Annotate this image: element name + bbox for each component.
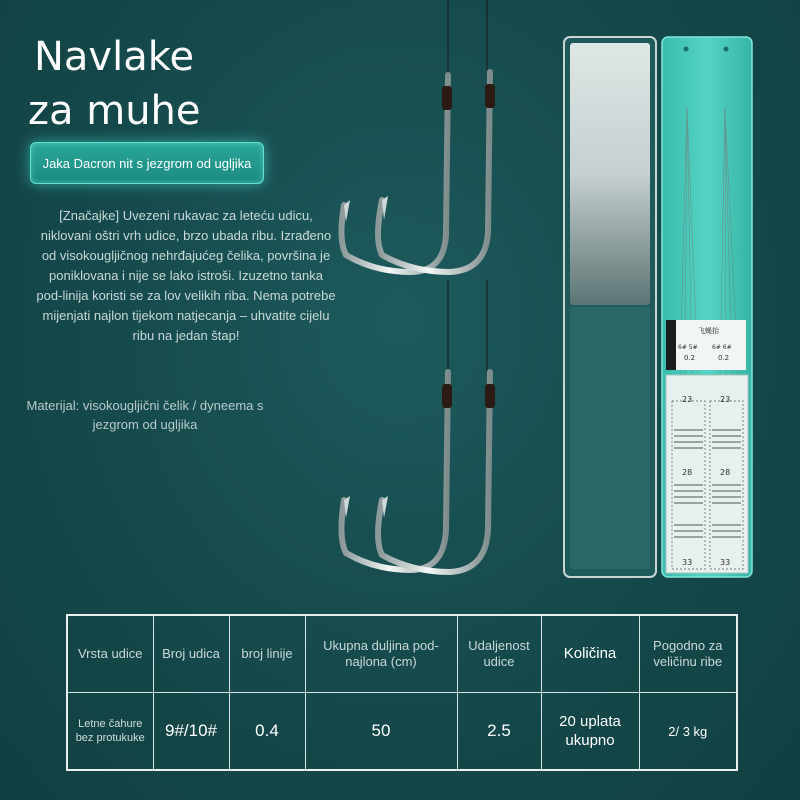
value-hook-type: Letne čahure bez protukuke (67, 693, 153, 771)
tackle-box-image (560, 35, 755, 580)
header-hook-number: Broj udica (153, 615, 229, 693)
value-total-length: 50 (305, 693, 457, 771)
header-total-length: Ukupna duljina pod-najlona (cm) (305, 615, 457, 693)
feature-badge: Jaka Dacron nit s jezgrom od ugljika (30, 142, 264, 184)
header-fish-size: Pogodno za veličinu ribe (639, 615, 737, 693)
product-description: [Značajke] Uvezeni rukavac za leteću udicu, niklovani oštri vrh udice, brzo ubada ribu. Izrađeno od visokougljičnog nehrđajućeg čelika, površina je poniklovana i nije se lako istroši. Izuzetno tanka pod-linija koristi se za lov velikih riba. Nema potrebe mijenjati najlon tijekom natjecanja – uhvatite cijelu ribu na jedan štap! (36, 208, 336, 343)
header-hook-type: Vrsta udice (67, 615, 153, 693)
title-line-2: za muhe (28, 88, 201, 134)
box-tag-size-right: 0.2 (718, 354, 730, 362)
title-line-1: Navlake (34, 34, 195, 80)
box-tag-left: 6# 5# (678, 344, 698, 351)
box-tag-right: 6# 6# (712, 344, 732, 351)
material-text: Materijal: visokougljični čelik / dyneema s jezgrom od ugljika (26, 398, 264, 432)
value-hook-distance: 2.5 (457, 693, 541, 771)
value-fish-size: 2/ 3 kg (639, 693, 737, 771)
box-label-tag: 飞蝇抬 (698, 327, 719, 335)
value-line-number: 0.4 (229, 693, 305, 771)
slot-number: 23 (682, 395, 693, 404)
value-hook-number: 9#/10# (153, 693, 229, 771)
page-title (28, 30, 248, 138)
spec-table (66, 614, 738, 771)
hook-icon-bottom-left (341, 280, 452, 570)
hook-icon-bottom-right (378, 280, 495, 572)
slot-number: 28 (682, 468, 693, 477)
box-tag-size-left: 0.2 (684, 354, 696, 362)
slot-number: 28 (720, 468, 731, 477)
hook-icon-top-left (341, 0, 452, 272)
table-row (67, 693, 737, 771)
header-hook-distance: Udaljenost udice (457, 615, 541, 693)
slot-number: 23 (720, 395, 731, 404)
value-quantity: 20 uplata ukupno (541, 693, 639, 771)
table-header-row (67, 615, 737, 693)
hooks-illustration (320, 0, 540, 600)
slot-number: 33 (682, 558, 693, 567)
header-line-number: broj linije (229, 615, 305, 693)
slot-number: 33 (720, 558, 731, 567)
hook-icon-top-right (378, 0, 495, 272)
header-quantity: Količina (541, 615, 639, 693)
